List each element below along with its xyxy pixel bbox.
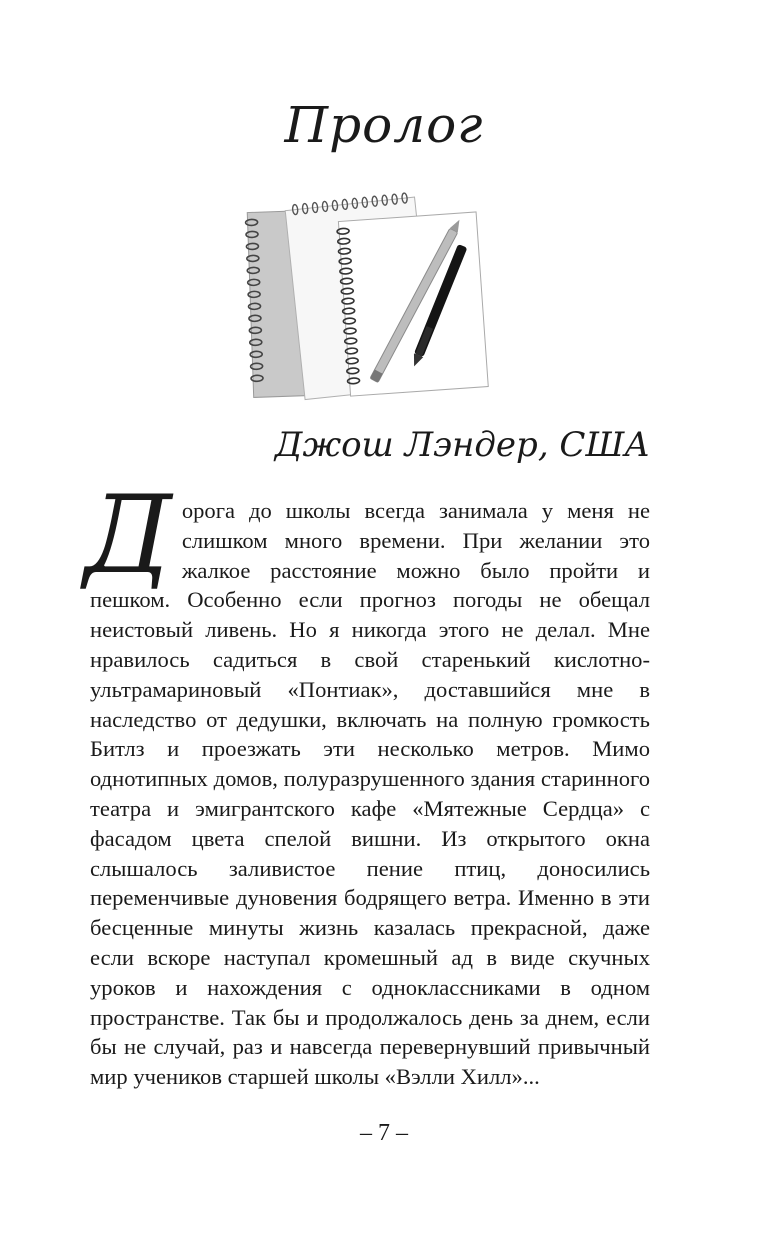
drop-cap: Д <box>84 473 172 598</box>
page-number: – 7 – <box>360 1120 408 1146</box>
author-line: Джош Лэндер, США <box>274 425 650 465</box>
prologue-body <box>84 473 650 1092</box>
notebooks-and-pens-icon <box>232 180 492 410</box>
chapter-title: Пролог <box>284 96 484 154</box>
prologue-paragraph: орога до школы всегда занимала у меня не слишком много времени. При желании это жалкое расстояние можно было пройти и пешком. Особенно если прогноз погоды не обещал неистовый ливень. Но я никогда этого не делал. Мне нравилось садиться в свой старенький кислотно-ультрамариновый «Понтиак», доставшийся мне в наследство от дедушки, включать на полную громкость Битлз и проезжать эти несколько метров. Мимо однотипных домов, полуразрушенного здания старинного театра и эмигрантского кафе «Мятежные Сердца» с фасадом цвета спелой вишни. Из открытого окна слышалось заливистое пение птиц, доносились переменчивые дуновения бодрящего ветра. Именно в эти бесценные минуты жизнь казалась прекрасной, даже если вскоре наступал кромешный ад в виде скучных уроков и нахождения с одноклассниками в одном пространстве. Так бы и продолжалось день за днем, если бы не случай, раз и навсегда перевернувший привычный мир учеников старшей школы «Вэлли Хилл»... <box>90 498 650 1090</box>
